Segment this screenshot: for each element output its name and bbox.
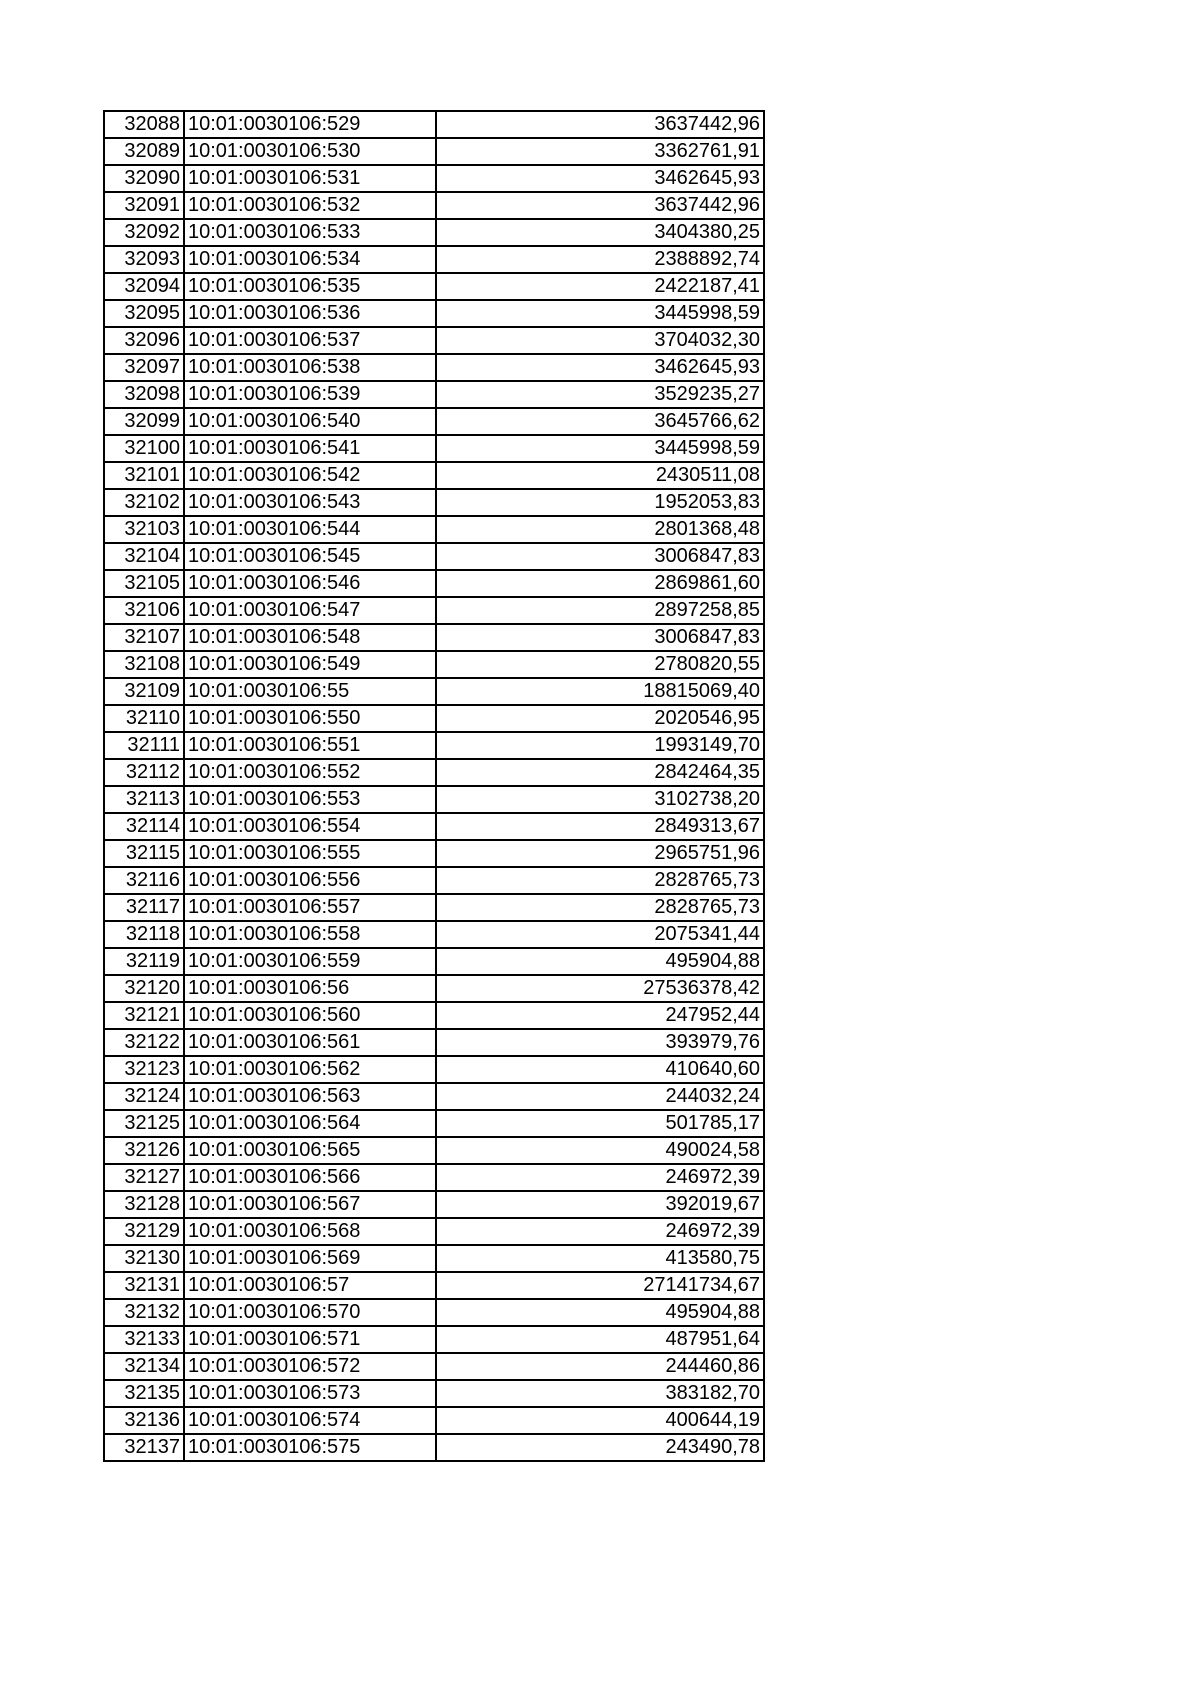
row-number-cell: 32135 bbox=[104, 1380, 184, 1407]
value-cell: 244032,24 bbox=[436, 1083, 764, 1110]
table-row bbox=[104, 1083, 764, 1110]
value-cell: 392019,67 bbox=[436, 1191, 764, 1218]
table-row bbox=[104, 921, 764, 948]
cadastral-number-cell: 10:01:0030106:558 bbox=[184, 921, 436, 948]
table-row bbox=[104, 300, 764, 327]
value-cell: 501785,17 bbox=[436, 1110, 764, 1137]
cadastral-number-cell: 10:01:0030106:569 bbox=[184, 1245, 436, 1272]
table-row bbox=[104, 543, 764, 570]
table-row bbox=[104, 1326, 764, 1353]
cadastral-number-cell: 10:01:0030106:572 bbox=[184, 1353, 436, 1380]
table-body bbox=[104, 111, 764, 1461]
row-number-cell: 32124 bbox=[104, 1083, 184, 1110]
row-number-cell: 32098 bbox=[104, 381, 184, 408]
value-cell: 3006847,83 bbox=[436, 543, 764, 570]
table-row bbox=[104, 1272, 764, 1299]
row-number-cell: 32112 bbox=[104, 759, 184, 786]
cadastral-number-cell: 10:01:0030106:534 bbox=[184, 246, 436, 273]
cadastral-number-cell: 10:01:0030106:552 bbox=[184, 759, 436, 786]
value-cell: 2801368,48 bbox=[436, 516, 764, 543]
cadastral-number-cell: 10:01:0030106:545 bbox=[184, 543, 436, 570]
cadastral-number-cell: 10:01:0030106:540 bbox=[184, 408, 436, 435]
row-number-cell: 32106 bbox=[104, 597, 184, 624]
value-cell: 495904,88 bbox=[436, 948, 764, 975]
table-row bbox=[104, 435, 764, 462]
value-cell: 27141734,67 bbox=[436, 1272, 764, 1299]
cadastral-number-cell: 10:01:0030106:56 bbox=[184, 975, 436, 1002]
value-cell: 3704032,30 bbox=[436, 327, 764, 354]
value-cell: 410640,60 bbox=[436, 1056, 764, 1083]
value-cell: 2388892,74 bbox=[436, 246, 764, 273]
cadastral-number-cell: 10:01:0030106:567 bbox=[184, 1191, 436, 1218]
row-number-cell: 32113 bbox=[104, 786, 184, 813]
row-number-cell: 32104 bbox=[104, 543, 184, 570]
value-cell: 2849313,67 bbox=[436, 813, 764, 840]
cadastral-value-table bbox=[103, 110, 765, 1462]
value-cell: 247952,44 bbox=[436, 1002, 764, 1029]
table-row bbox=[104, 165, 764, 192]
row-number-cell: 32094 bbox=[104, 273, 184, 300]
row-number-cell: 32095 bbox=[104, 300, 184, 327]
table-row bbox=[104, 138, 764, 165]
cadastral-number-cell: 10:01:0030106:539 bbox=[184, 381, 436, 408]
cadastral-number-cell: 10:01:0030106:564 bbox=[184, 1110, 436, 1137]
table-row bbox=[104, 732, 764, 759]
row-number-cell: 32108 bbox=[104, 651, 184, 678]
cadastral-number-cell: 10:01:0030106:536 bbox=[184, 300, 436, 327]
cadastral-number-cell: 10:01:0030106:570 bbox=[184, 1299, 436, 1326]
cadastral-number-cell: 10:01:0030106:532 bbox=[184, 192, 436, 219]
cadastral-number-cell: 10:01:0030106:560 bbox=[184, 1002, 436, 1029]
cadastral-number-cell: 10:01:0030106:573 bbox=[184, 1380, 436, 1407]
row-number-cell: 32107 bbox=[104, 624, 184, 651]
row-number-cell: 32088 bbox=[104, 111, 184, 138]
value-cell: 3006847,83 bbox=[436, 624, 764, 651]
value-cell: 413580,75 bbox=[436, 1245, 764, 1272]
table-row bbox=[104, 975, 764, 1002]
row-number-cell: 32116 bbox=[104, 867, 184, 894]
value-cell: 3637442,96 bbox=[436, 192, 764, 219]
table-row bbox=[104, 813, 764, 840]
cadastral-number-cell: 10:01:0030106:574 bbox=[184, 1407, 436, 1434]
cadastral-number-cell: 10:01:0030106:544 bbox=[184, 516, 436, 543]
row-number-cell: 32129 bbox=[104, 1218, 184, 1245]
cadastral-number-cell: 10:01:0030106:562 bbox=[184, 1056, 436, 1083]
value-cell: 243490,78 bbox=[436, 1434, 764, 1461]
row-number-cell: 32130 bbox=[104, 1245, 184, 1272]
row-number-cell: 32126 bbox=[104, 1137, 184, 1164]
value-cell: 393979,76 bbox=[436, 1029, 764, 1056]
cadastral-number-cell: 10:01:0030106:571 bbox=[184, 1326, 436, 1353]
row-number-cell: 32099 bbox=[104, 408, 184, 435]
value-cell: 3529235,27 bbox=[436, 381, 764, 408]
row-number-cell: 32101 bbox=[104, 462, 184, 489]
value-cell: 246972,39 bbox=[436, 1218, 764, 1245]
table-row bbox=[104, 1110, 764, 1137]
cadastral-number-cell: 10:01:0030106:550 bbox=[184, 705, 436, 732]
cadastral-number-cell: 10:01:0030106:549 bbox=[184, 651, 436, 678]
table-row bbox=[104, 381, 764, 408]
cadastral-number-cell: 10:01:0030106:530 bbox=[184, 138, 436, 165]
table-row bbox=[104, 1407, 764, 1434]
table-row bbox=[104, 759, 764, 786]
row-number-cell: 32105 bbox=[104, 570, 184, 597]
value-cell: 2965751,96 bbox=[436, 840, 764, 867]
value-cell: 400644,19 bbox=[436, 1407, 764, 1434]
row-number-cell: 32133 bbox=[104, 1326, 184, 1353]
table-row bbox=[104, 1164, 764, 1191]
table-row bbox=[104, 516, 764, 543]
value-cell: 3462645,93 bbox=[436, 354, 764, 381]
row-number-cell: 32100 bbox=[104, 435, 184, 462]
cadastral-number-cell: 10:01:0030106:556 bbox=[184, 867, 436, 894]
value-cell: 2828765,73 bbox=[436, 894, 764, 921]
row-number-cell: 32120 bbox=[104, 975, 184, 1002]
cadastral-number-cell: 10:01:0030106:575 bbox=[184, 1434, 436, 1461]
table-row bbox=[104, 1434, 764, 1461]
value-cell: 3404380,25 bbox=[436, 219, 764, 246]
table-row bbox=[104, 786, 764, 813]
table-row bbox=[104, 705, 764, 732]
value-cell: 2897258,85 bbox=[436, 597, 764, 624]
row-number-cell: 32091 bbox=[104, 192, 184, 219]
table-row bbox=[104, 354, 764, 381]
value-cell: 383182,70 bbox=[436, 1380, 764, 1407]
cadastral-number-cell: 10:01:0030106:529 bbox=[184, 111, 436, 138]
cadastral-number-cell: 10:01:0030106:57 bbox=[184, 1272, 436, 1299]
table-row bbox=[104, 1137, 764, 1164]
cadastral-number-cell: 10:01:0030106:551 bbox=[184, 732, 436, 759]
row-number-cell: 32103 bbox=[104, 516, 184, 543]
table-row bbox=[104, 867, 764, 894]
row-number-cell: 32097 bbox=[104, 354, 184, 381]
row-number-cell: 32111 bbox=[104, 732, 184, 759]
cadastral-number-cell: 10:01:0030106:547 bbox=[184, 597, 436, 624]
value-cell: 490024,58 bbox=[436, 1137, 764, 1164]
table-row bbox=[104, 1218, 764, 1245]
row-number-cell: 32092 bbox=[104, 219, 184, 246]
cadastral-number-cell: 10:01:0030106:537 bbox=[184, 327, 436, 354]
table-row bbox=[104, 894, 764, 921]
row-number-cell: 32125 bbox=[104, 1110, 184, 1137]
value-cell: 2780820,55 bbox=[436, 651, 764, 678]
cadastral-number-cell: 10:01:0030106:554 bbox=[184, 813, 436, 840]
cadastral-number-cell: 10:01:0030106:557 bbox=[184, 894, 436, 921]
row-number-cell: 32089 bbox=[104, 138, 184, 165]
table-row bbox=[104, 570, 764, 597]
row-number-cell: 32137 bbox=[104, 1434, 184, 1461]
cadastral-number-cell: 10:01:0030106:563 bbox=[184, 1083, 436, 1110]
cadastral-number-cell: 10:01:0030106:553 bbox=[184, 786, 436, 813]
row-number-cell: 32115 bbox=[104, 840, 184, 867]
value-cell: 2075341,44 bbox=[436, 921, 764, 948]
cadastral-number-cell: 10:01:0030106:559 bbox=[184, 948, 436, 975]
value-cell: 495904,88 bbox=[436, 1299, 764, 1326]
cadastral-number-cell: 10:01:0030106:546 bbox=[184, 570, 436, 597]
table-row bbox=[104, 192, 764, 219]
row-number-cell: 32128 bbox=[104, 1191, 184, 1218]
row-number-cell: 32090 bbox=[104, 165, 184, 192]
value-cell: 246972,39 bbox=[436, 1164, 764, 1191]
value-cell: 18815069,40 bbox=[436, 678, 764, 705]
row-number-cell: 32117 bbox=[104, 894, 184, 921]
row-number-cell: 32127 bbox=[104, 1164, 184, 1191]
table-row bbox=[104, 327, 764, 354]
table-row bbox=[104, 489, 764, 516]
cadastral-number-cell: 10:01:0030106:543 bbox=[184, 489, 436, 516]
table-row bbox=[104, 651, 764, 678]
cadastral-number-cell: 10:01:0030106:548 bbox=[184, 624, 436, 651]
cadastral-number-cell: 10:01:0030106:565 bbox=[184, 1137, 436, 1164]
value-cell: 3462645,93 bbox=[436, 165, 764, 192]
cadastral-number-cell: 10:01:0030106:533 bbox=[184, 219, 436, 246]
value-cell: 2869861,60 bbox=[436, 570, 764, 597]
value-cell: 3445998,59 bbox=[436, 435, 764, 462]
table-row bbox=[104, 1353, 764, 1380]
row-number-cell: 32110 bbox=[104, 705, 184, 732]
value-cell: 1952053,83 bbox=[436, 489, 764, 516]
cadastral-number-cell: 10:01:0030106:568 bbox=[184, 1218, 436, 1245]
value-cell: 2828765,73 bbox=[436, 867, 764, 894]
cadastral-number-cell: 10:01:0030106:531 bbox=[184, 165, 436, 192]
row-number-cell: 32109 bbox=[104, 678, 184, 705]
table-row bbox=[104, 219, 764, 246]
table-row bbox=[104, 1380, 764, 1407]
cadastral-number-cell: 10:01:0030106:561 bbox=[184, 1029, 436, 1056]
table-row bbox=[104, 678, 764, 705]
row-number-cell: 32119 bbox=[104, 948, 184, 975]
value-cell: 2422187,41 bbox=[436, 273, 764, 300]
table-row bbox=[104, 1245, 764, 1272]
cadastral-number-cell: 10:01:0030106:538 bbox=[184, 354, 436, 381]
value-cell: 3645766,62 bbox=[436, 408, 764, 435]
cadastral-number-cell: 10:01:0030106:555 bbox=[184, 840, 436, 867]
table-row bbox=[104, 246, 764, 273]
table-row bbox=[104, 840, 764, 867]
value-cell: 3362761,91 bbox=[436, 138, 764, 165]
value-cell: 2430511,08 bbox=[436, 462, 764, 489]
row-number-cell: 32123 bbox=[104, 1056, 184, 1083]
row-number-cell: 32121 bbox=[104, 1002, 184, 1029]
row-number-cell: 32093 bbox=[104, 246, 184, 273]
table-row bbox=[104, 597, 764, 624]
row-number-cell: 32114 bbox=[104, 813, 184, 840]
table-row bbox=[104, 111, 764, 138]
table-row bbox=[104, 1191, 764, 1218]
value-cell: 2842464,35 bbox=[436, 759, 764, 786]
cadastral-number-cell: 10:01:0030106:535 bbox=[184, 273, 436, 300]
table-row bbox=[104, 1029, 764, 1056]
table-row bbox=[104, 408, 764, 435]
cadastral-number-cell: 10:01:0030106:55 bbox=[184, 678, 436, 705]
row-number-cell: 32131 bbox=[104, 1272, 184, 1299]
value-cell: 1993149,70 bbox=[436, 732, 764, 759]
value-cell: 3102738,20 bbox=[436, 786, 764, 813]
cadastral-number-cell: 10:01:0030106:566 bbox=[184, 1164, 436, 1191]
value-cell: 2020546,95 bbox=[436, 705, 764, 732]
row-number-cell: 32102 bbox=[104, 489, 184, 516]
value-cell: 27536378,42 bbox=[436, 975, 764, 1002]
row-number-cell: 32136 bbox=[104, 1407, 184, 1434]
table-row bbox=[104, 1299, 764, 1326]
table-row bbox=[104, 624, 764, 651]
table-row bbox=[104, 462, 764, 489]
value-cell: 3445998,59 bbox=[436, 300, 764, 327]
value-cell: 487951,64 bbox=[436, 1326, 764, 1353]
value-cell: 244460,86 bbox=[436, 1353, 764, 1380]
table-row bbox=[104, 948, 764, 975]
cadastral-number-cell: 10:01:0030106:542 bbox=[184, 462, 436, 489]
row-number-cell: 32122 bbox=[104, 1029, 184, 1056]
table-row bbox=[104, 273, 764, 300]
cadastral-number-cell: 10:01:0030106:541 bbox=[184, 435, 436, 462]
table-row bbox=[104, 1002, 764, 1029]
row-number-cell: 32134 bbox=[104, 1353, 184, 1380]
row-number-cell: 32118 bbox=[104, 921, 184, 948]
row-number-cell: 32096 bbox=[104, 327, 184, 354]
table-row bbox=[104, 1056, 764, 1083]
row-number-cell: 32132 bbox=[104, 1299, 184, 1326]
value-cell: 3637442,96 bbox=[436, 111, 764, 138]
